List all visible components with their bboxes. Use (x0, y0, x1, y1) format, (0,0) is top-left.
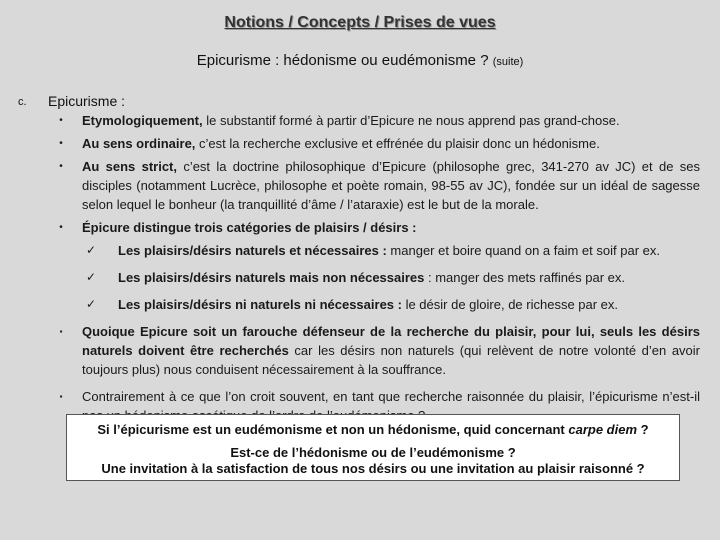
bullet-icon: • (59, 222, 63, 233)
check-bold: Les plaisirs/désirs naturels et nécessaires : (118, 243, 387, 258)
square-bullet-icon: ▪ (59, 392, 63, 401)
check-item (82, 241, 700, 260)
section-heading: Epicurisme : (48, 93, 126, 109)
question-line-3: Une invitation à la satisfaction de tous nos désirs ou une invitation au plaisir raisonné ? (101, 461, 645, 476)
check-bold: Les plaisirs/désirs ni naturels ni nécessaires : (118, 297, 402, 312)
question-line-1-pre: Si l’épicurisme est un eudémonisme et non un hédonisme, quid concernant (97, 422, 569, 437)
question-line-1-post: ? (637, 422, 649, 437)
question-line-2: Est-ce de l’hédonisme ou de l’eudémonisme ? (230, 445, 516, 460)
item-bold: Au sens strict, (82, 159, 177, 174)
question-box (66, 414, 680, 481)
subtitle-suffix: (suite) (492, 56, 524, 68)
bullet-list (48, 111, 700, 429)
bullet-icon: • (59, 161, 63, 172)
check-item (82, 295, 700, 314)
item-bold: Quoique Epicure soit un farouche défenseur de la recherche du plaisir, pour lui, seuls les désirs naturels doivent être recherchés (82, 324, 700, 358)
question-line-1 (67, 422, 679, 437)
list-item (48, 111, 700, 130)
item-text: le substantif formé à partir d’Epicure ne nous apprend pas grand-chose. (202, 113, 620, 128)
list-item (48, 218, 700, 237)
item-text: Contrairement à ce que l’on croit souvent, en tant que recherche raisonnée du plaisir, l’épicurisme n’est-il (82, 389, 700, 404)
check-bold: Les plaisirs/désirs naturels mais non nécessaires (118, 270, 425, 285)
list-item (48, 134, 700, 153)
check-item (82, 268, 700, 287)
check-icon: ✓ (86, 270, 97, 284)
section-letter: c. (18, 96, 27, 108)
question-line-1-italic: carpe diem (568, 422, 638, 437)
subtitle-main: Epicurisme : hédonisme ou eudémonisme ? (196, 52, 489, 69)
square-bullet-icon: ▪ (59, 327, 63, 336)
item-text: c’est la recherche exclusive et effrénée du plaisir donc un hédonisme. (195, 136, 600, 151)
check-icon: ✓ (86, 297, 97, 311)
item-bold: Etymologiquement, (82, 113, 203, 128)
item-bold: Au sens ordinaire, (82, 136, 196, 151)
page-title: Notions / Concepts / Prises de vues (224, 14, 496, 31)
item-text: c’est la doctrine philosophique d’Epicure (philosophe grec, 341-270 av JC) et de ses disciples (notamment Lucrèce, philosophe et poète romain, 98-55 av JC), fondée sur un idéal de sagesse selon lequel le bonheur (la tranquillité d’âme / l’ataraxie) est le but de la morale. (82, 159, 700, 212)
list-item (48, 157, 700, 214)
item-bold: Épicure distingue trois catégories de plaisirs / désirs : (82, 220, 417, 235)
check-text: : manger des mets raffinés par ex. (424, 270, 626, 285)
item-text: car les désirs non naturels (qui relèvent de notre volonté d’en avoir toujours plus) nous conduisent nécessairement à la souffrance. (82, 343, 701, 377)
subtitle (0, 52, 720, 69)
bullet-icon: • (59, 115, 63, 126)
check-text: le désir de gloire, de richesse par ex. (401, 297, 619, 312)
bullet-icon: • (59, 138, 63, 149)
list-item (48, 322, 700, 379)
check-text: manger et boire quand on a faim et soif par ex. (386, 243, 660, 258)
check-list (82, 241, 700, 314)
check-icon: ✓ (86, 243, 97, 257)
